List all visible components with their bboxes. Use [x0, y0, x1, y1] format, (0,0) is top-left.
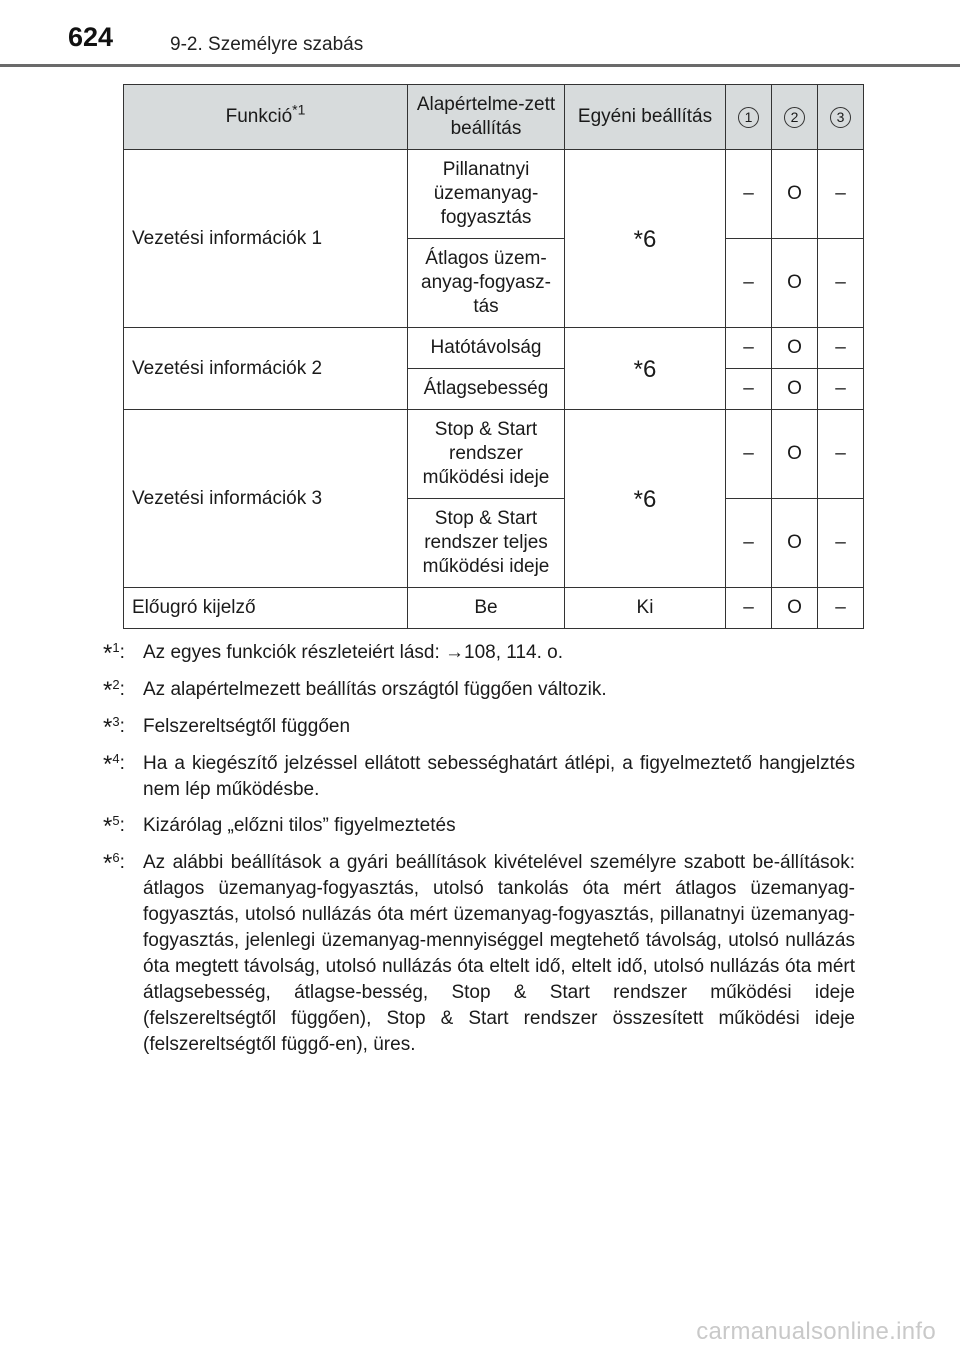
footnote: [103, 850, 855, 1058]
row-function: Vezetési információk 1: [124, 150, 408, 328]
cell-col-1: –: [726, 588, 772, 629]
row-default: Átlagsebesség: [408, 369, 565, 410]
cell-col-2: O: [772, 239, 818, 328]
page-number: 624: [68, 22, 114, 52]
cell-col-3: –: [818, 499, 864, 588]
circled-number-1: 1: [738, 107, 759, 128]
cell-col-3: –: [818, 588, 864, 629]
row-custom-note: *6: [565, 410, 726, 588]
cell-col-1: –: [726, 328, 772, 369]
footnote-text: Kizárólag „előzni tilos” figyelmeztetés: [143, 815, 456, 836]
row-default: Stop & Start rendszer teljes működési ideje: [408, 499, 565, 588]
row-function: Vezetési információk 3: [124, 410, 408, 588]
footnotes: [103, 640, 855, 1068]
cell-col-2: O: [772, 588, 818, 629]
footnote-ref: *1: [292, 101, 306, 118]
footnote-marker: *$^2$:: [103, 677, 125, 704]
section-title: 9-2. Személyre szabás: [170, 34, 364, 55]
cell-col-3: –: [818, 150, 864, 239]
cell-col-1: –: [726, 410, 772, 499]
cell-col-3: –: [818, 410, 864, 499]
watermark: carmanualsonline.info: [696, 1318, 936, 1345]
footnote-marker: *$^6$:: [103, 850, 125, 877]
header-col-3: [818, 85, 864, 150]
cell-col-2: O: [772, 410, 818, 499]
row-function: Vezetési információk 2: [124, 328, 408, 410]
row-default: Pillanatnyi üzemanyag-fogyasztás: [408, 150, 565, 239]
row-default: Stop & Start rendszer működési ideje: [408, 410, 565, 499]
cell-col-3: –: [818, 369, 864, 410]
footnote-text: Felszereltségtől függően: [143, 716, 351, 737]
cell-col-1: –: [726, 369, 772, 410]
cell-col-2: O: [772, 499, 818, 588]
header-col-2: [772, 85, 818, 150]
cell-col-3: –: [818, 239, 864, 328]
footnote-marker: *$^1$:: [103, 640, 125, 667]
circled-number-2: 2: [784, 107, 805, 128]
header-custom: Egyéni beállítás: [565, 85, 726, 150]
row-custom: Ki: [565, 588, 726, 629]
footnote: [103, 751, 855, 803]
header-function: Funkció$^{*1}$: [124, 85, 408, 150]
footnote: [103, 714, 855, 741]
table-row: [124, 588, 864, 629]
settings-table: [123, 84, 864, 629]
cell-col-1: –: [726, 499, 772, 588]
row-custom-note: *6: [565, 328, 726, 410]
table-header-row: [124, 85, 864, 150]
table-row: [124, 328, 864, 369]
footnote-text: Az alábbi beállítások a gyári beállítások kivételével személyre szabott be-állítások: átlagos üzemanyag-fogyasztás, utolsó tankolás óta mért átlagos üzemanyag-fogyasztás, utolsó nullázás óta mért üzemanyag-fogyasztás, pillanatnyi üzemanyag-fogyasztás, jelenlegi üzemanyag-mennyiséggel megtehető távolság, utolsó nullázás óta megtett távolság, utolsó nullázás óta eltelt idő, eltelt idő, utolsó nullázás óta mért átlagsebesség, átlagse-besség, Stop & Start rendszer működési ideje (felszereltségtől függően), Stop & Start rendszer összesített működési ideje (felszereltségtől függő-en), üres.: [143, 852, 855, 1055]
cell-col-1: –: [726, 150, 772, 239]
cell-col-2: O: [772, 150, 818, 239]
table-row: [124, 150, 864, 239]
cell-col-3: –: [818, 328, 864, 369]
row-custom-note: *6: [565, 150, 726, 328]
row-function: Előugró kijelző: [124, 588, 408, 629]
cell-col-1: –: [726, 239, 772, 328]
footnote-marker: *$^3$:: [103, 714, 125, 741]
circled-number-3: 3: [830, 107, 851, 128]
table-row: [124, 410, 864, 499]
footnote-marker: *$^4$:: [103, 751, 125, 778]
header-col-1: [726, 85, 772, 150]
row-default: Átlagos üzem-anyag-fogyasz-tás: [408, 239, 565, 328]
footnote: [103, 813, 855, 840]
footnote: [103, 640, 855, 667]
row-default: Hatótávolság: [408, 328, 565, 369]
footnote-text: Ha a kiegészítő jelzéssel ellátott sebességhatárt átlépi, a figyelmeztető hangjelztés nem lép működésbe.: [143, 753, 855, 800]
footnote-text: Az egyes funkciók részleteiért lásd: →108, 114. o.: [143, 642, 563, 663]
row-default: Be: [408, 588, 565, 629]
page-header: [0, 0, 960, 68]
footnote: [103, 677, 855, 704]
header-default: Alapértelme-zett beállítás: [408, 85, 565, 150]
header-divider: [0, 64, 960, 67]
cell-col-2: O: [772, 328, 818, 369]
cell-col-2: O: [772, 369, 818, 410]
footnote-text: Az alapértelmezett beállítás országtól függően változik.: [143, 679, 607, 700]
footnote-marker: *$^5$:: [103, 813, 125, 840]
